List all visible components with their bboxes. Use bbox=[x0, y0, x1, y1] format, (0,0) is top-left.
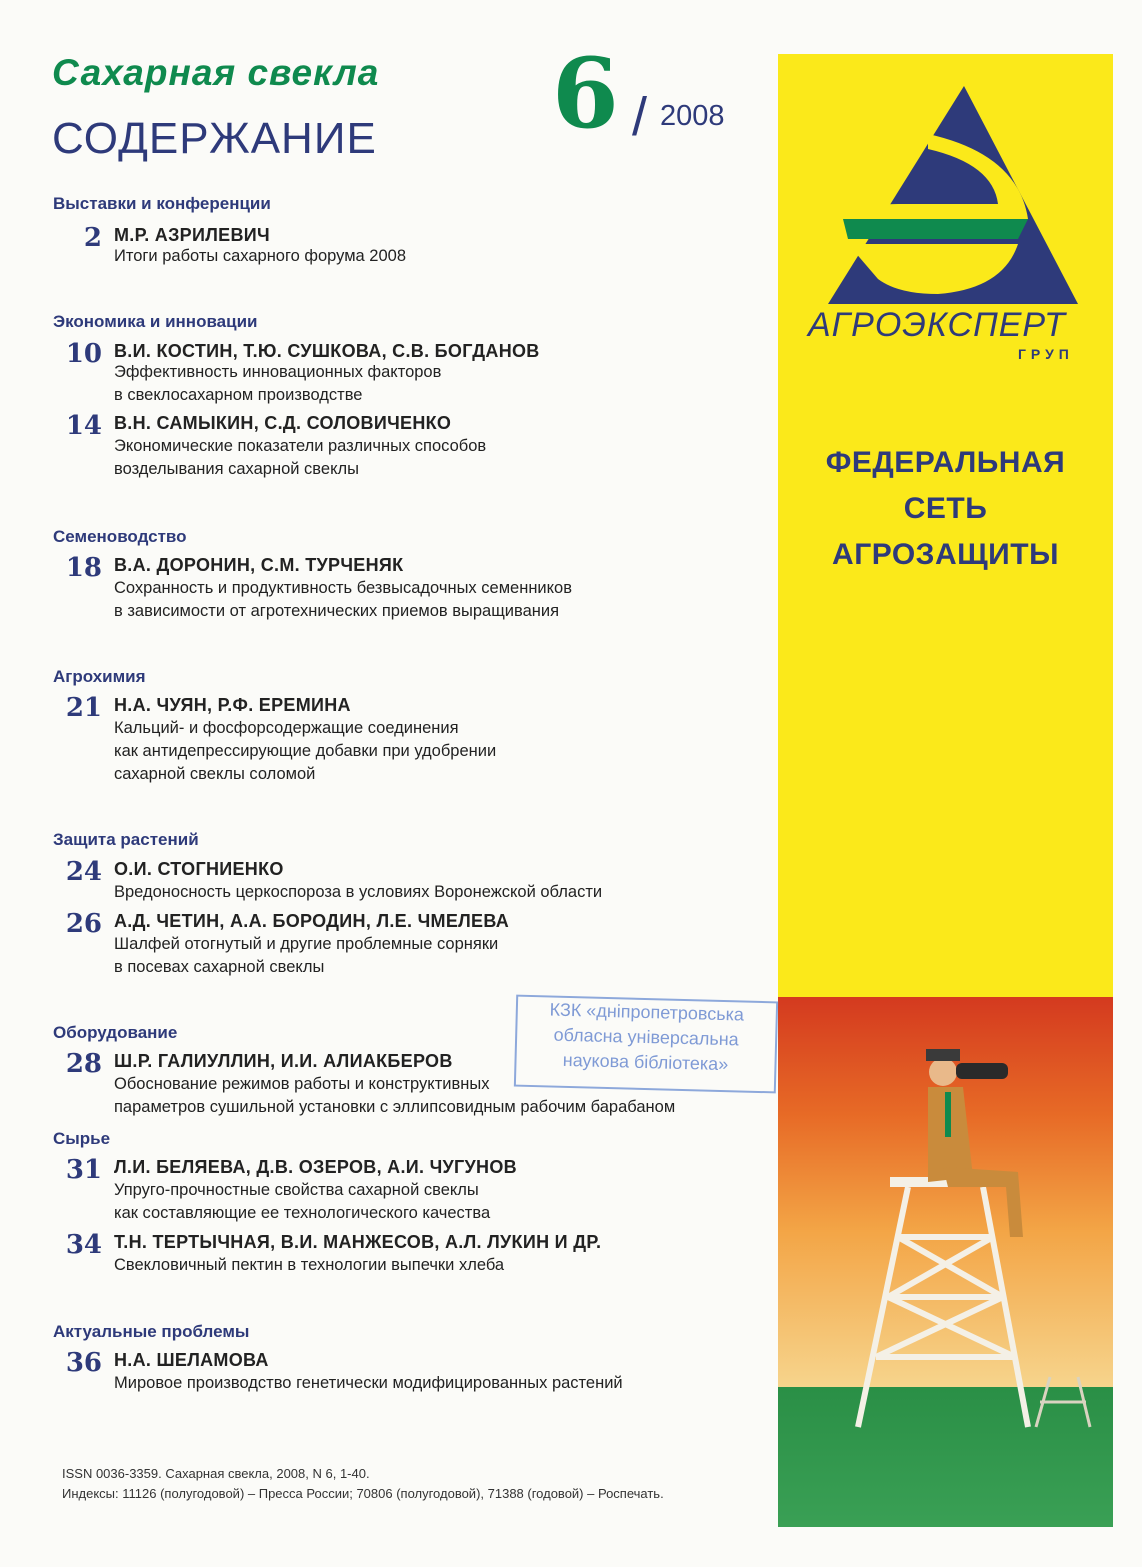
entry-title-line: в свеклосахарном производстве bbox=[114, 386, 363, 404]
issn-line: ISSN 0036-3359. Сахарная свекла, 2008, N 6, 1-40. bbox=[62, 1466, 370, 1481]
entry-title-line: Вредоносность церкоспороза в условиях Воронежской области bbox=[114, 883, 603, 901]
entry-title-line: в посевах сахарной свеклы bbox=[114, 958, 325, 976]
page-number: 18 bbox=[65, 553, 102, 583]
stamp-line: наукова бібліотека» bbox=[562, 1049, 729, 1075]
section-title: Защита растений bbox=[53, 830, 199, 849]
page-number: 36 bbox=[65, 1348, 102, 1378]
entry-title-line: в зависимости от агротехнических приемов выращивания bbox=[114, 602, 560, 620]
page-number: 21 bbox=[65, 693, 102, 723]
section-title: Выставки и конференции bbox=[53, 194, 271, 213]
section-title: Экономика и инновации bbox=[53, 312, 258, 331]
page-number: 2 bbox=[83, 223, 102, 253]
entry-authors: М.Р. АЗРИЛЕВИЧ bbox=[114, 225, 270, 245]
entry-authors: Ш.Р. ГАЛИУЛЛИН, И.И. АЛИАКБЕРОВ bbox=[114, 1051, 453, 1071]
entry-title-line: как антидепрессирующие добавки при удобрении bbox=[114, 742, 497, 760]
entry-title-line: параметров сушильной установки с эллипсовидным рабочим барабаном bbox=[114, 1098, 676, 1116]
ad-slogan-line: АГРОЗАЩИТЫ bbox=[832, 538, 1059, 571]
issue-slash: / bbox=[632, 87, 648, 147]
entry-title-line: Упруго-прочностные свойства сахарной свеклы bbox=[114, 1181, 479, 1199]
entry-title-line: Эффективность инновационных факторов bbox=[114, 363, 442, 381]
issue-number: 6 bbox=[552, 37, 619, 150]
entry-authors: Н.А. ШЕЛАМОВА bbox=[114, 1350, 269, 1370]
brand-subtitle: ГРУП bbox=[1018, 346, 1074, 362]
contents-heading: СОДЕРЖАНИЕ bbox=[52, 114, 377, 163]
entry-authors: Т.Н. ТЕРТЫЧНАЯ, В.И. МАНЖЕСОВ, А.Л. ЛУКИН И ДР. bbox=[114, 1232, 602, 1252]
ad-slogan-line: СЕТЬ bbox=[903, 492, 988, 525]
entry-authors: А.Д. ЧЕТИН, А.А. БОРОДИН, Л.Е. ЧМЕЛЕВА bbox=[114, 911, 510, 931]
entry-authors: Н.А. ЧУЯН, Р.Ф. ЕРЕМИНА bbox=[114, 695, 351, 715]
page-number: 28 bbox=[65, 1049, 102, 1079]
entry-title-line: Мировое производство генетически модифицированных растений bbox=[114, 1374, 623, 1392]
page-number: 24 bbox=[65, 857, 102, 887]
library-stamp bbox=[514, 995, 778, 1094]
entry-title-line: Экономические показатели различных способов bbox=[114, 437, 487, 455]
section-title: Актуальные проблемы bbox=[53, 1322, 250, 1341]
watchman-illustration-icon bbox=[778, 997, 1113, 1527]
entry-title-line: Свекловичный пектин в технологии выпечки хлеба bbox=[114, 1256, 505, 1274]
entry-authors: О.И. СТОГНИЕНКО bbox=[114, 859, 284, 879]
section-title: Оборудование bbox=[53, 1023, 178, 1042]
entry-authors: В.А. ДОРОНИН, С.М. ТУРЧЕНЯК bbox=[114, 555, 404, 575]
subscription-indexes: Индексы: 11126 (полугодовой) – Пресса России; 70806 (полугодовой), 71388 (годовой) – Роспечать. bbox=[62, 1486, 664, 1501]
page-number: 31 bbox=[65, 1155, 102, 1185]
entry-title-line: Сохранность и продуктивность безвысадочных семенников bbox=[114, 579, 572, 597]
page-number: 10 bbox=[65, 339, 102, 369]
section-title: Агрохимия bbox=[53, 667, 146, 686]
section-title: Сырье bbox=[53, 1129, 111, 1148]
entry-title-line: Итоги работы сахарного форума 2008 bbox=[114, 247, 407, 265]
entry-authors: В.И. КОСТИН, Т.Ю. СУШКОВА, С.В. БОГДАНОВ bbox=[114, 341, 540, 361]
section-title: Семеноводство bbox=[53, 527, 187, 546]
page-number: 14 bbox=[65, 411, 102, 441]
entry-title-line: сахарной свеклы соломой bbox=[114, 765, 316, 783]
page-number: 26 bbox=[65, 909, 102, 939]
ad-slogan-line: ФЕДЕРАЛЬНАЯ bbox=[825, 446, 1066, 479]
entry-title-line: возделывания сахарной свеклы bbox=[114, 460, 359, 478]
brand-name: АГРОЭКСПЕРТ bbox=[808, 306, 1066, 344]
entry-title-line: Шалфей отогнутый и другие проблемные сорняки bbox=[114, 935, 499, 953]
entry-title-line: Кальций- и фосфорсодержащие соединения bbox=[114, 719, 459, 737]
issue-year: 2008 bbox=[660, 100, 725, 132]
entry-authors: В.Н. САМЫКИН, С.Д. СОЛОВИЧЕНКО bbox=[114, 413, 452, 433]
advertisement-panel bbox=[778, 54, 1113, 1527]
entry-authors: Л.И. БЕЛЯЕВА, Д.В. ОЗЕРОВ, А.И. ЧУГУНОВ bbox=[114, 1157, 517, 1177]
stamp-line: КЗК «дніпропетровська bbox=[549, 999, 745, 1025]
magazine-title: Сахарная свекла bbox=[52, 52, 380, 93]
stamp-line: обласна універсальна bbox=[553, 1024, 739, 1050]
entry-title-line: как составляющие ее технологического качества bbox=[114, 1204, 491, 1222]
page-number: 34 bbox=[65, 1230, 102, 1260]
entry-title-line: Обоснование режимов работы и конструктивных bbox=[114, 1075, 490, 1093]
